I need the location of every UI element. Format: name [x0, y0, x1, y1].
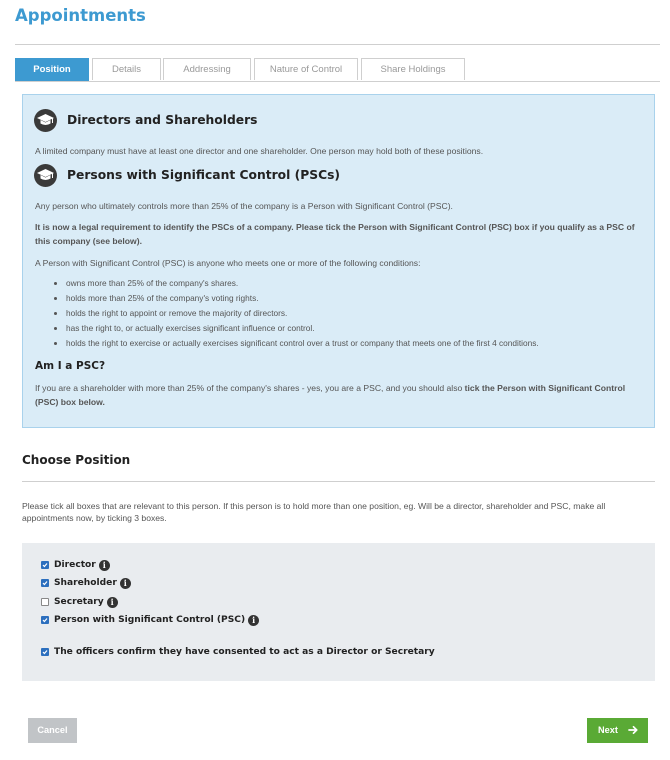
option-label-text: Secretary	[54, 597, 104, 607]
directors-title: Directors and Shareholders	[67, 113, 258, 127]
option-label-text: Shareholder	[54, 578, 117, 588]
option-label-text: Person with Significant Control (PSC)	[54, 615, 246, 625]
tab-details[interactable]: Details	[92, 58, 161, 80]
choose-position-title: Choose Position	[22, 453, 131, 467]
info-icon[interactable]: i	[99, 560, 110, 571]
option-label	[54, 559, 110, 572]
secretary-checkbox[interactable]	[41, 598, 49, 606]
psc-title: Persons with Significant Control (PSCs)	[67, 168, 341, 182]
list-item: • has the right to, or actually exercises significant influence or control.	[66, 321, 539, 336]
choose-description: Please tick all boxes that are relevant to this person. If this person is to hold more than one position, eg. Will be a director, shareholder and PSC, make all appointments now, by ticking 3 boxes.	[22, 501, 606, 523]
tab-share-holdings[interactable]: Share Holdings	[361, 58, 465, 80]
next-label: Next	[598, 725, 618, 735]
consent-label: The officers confirm they have consented to act as a Director or Secretary	[54, 647, 435, 657]
am-i-psc-title: Am I a PSC?	[35, 360, 106, 372]
option-label	[54, 596, 118, 609]
psc-intro: Any person who ultimately controls more than 25% of the company is a Person with Significant Control (PSC).	[35, 201, 453, 211]
option-label	[54, 577, 131, 590]
list-item: • holds the right to exercise or actually exercises significant control over a trust or company that meets one of the first 4 conditions.	[66, 336, 539, 351]
next-button[interactable]	[587, 718, 648, 743]
option-label	[54, 614, 259, 627]
info-icon[interactable]: i	[107, 597, 118, 608]
option-label-text: Director	[54, 560, 96, 570]
director-checkbox[interactable]	[41, 561, 49, 569]
am-i-psc-text	[35, 381, 635, 409]
am-i-psc-text-bold: tick the Person with Significant Control (PSC) box below.	[35, 383, 626, 407]
graduation-cap-icon	[34, 109, 57, 132]
tab-nature-of-control[interactable]: Nature of Control	[254, 58, 358, 80]
psc-conditions-intro: A Person with Significant Control (PSC) is anyone who meets one or more of the following conditions:	[35, 258, 421, 268]
am-i-psc-text-plain: If you are a shareholder with more than 25% of the company's shares - yes, you are a PSC, and you should also	[35, 383, 463, 393]
choose-divider	[22, 481, 655, 482]
psc-conditions-list	[54, 276, 539, 351]
tab-bar	[15, 58, 660, 82]
list-item: • owns more than 25% of the company's shares.	[66, 276, 539, 291]
list-item: • holds more than 25% of the company's voting rights.	[66, 291, 539, 306]
directors-text: A limited company must have at least one director and one shareholder. One person may hold both of these positions.	[35, 146, 484, 156]
tab-addressing[interactable]: Addressing	[163, 58, 251, 80]
psc-legal-text: It is now a legal requirement to identify the PSCs of a company. Please tick the Person with Significant Control (PSC) box if you qualify as a PSC of this company (see below).	[35, 222, 635, 246]
tab-position[interactable]: Position	[15, 58, 89, 81]
position-options-panel	[22, 543, 655, 681]
consent-checkbox[interactable]	[41, 648, 49, 656]
title-divider	[15, 44, 660, 45]
list-item: • holds the right to appoint or remove the majority of directors.	[66, 306, 539, 321]
info-icon[interactable]: i	[120, 578, 131, 589]
page-title: Appointments	[15, 6, 146, 25]
psc-checkbox[interactable]	[41, 616, 49, 624]
info-icon[interactable]: i	[248, 615, 259, 626]
arrow-right-icon	[628, 725, 638, 735]
shareholder-checkbox[interactable]	[41, 579, 49, 587]
info-panel	[22, 94, 655, 428]
graduation-cap-icon	[34, 164, 57, 187]
cancel-button[interactable]: Cancel	[28, 718, 77, 743]
